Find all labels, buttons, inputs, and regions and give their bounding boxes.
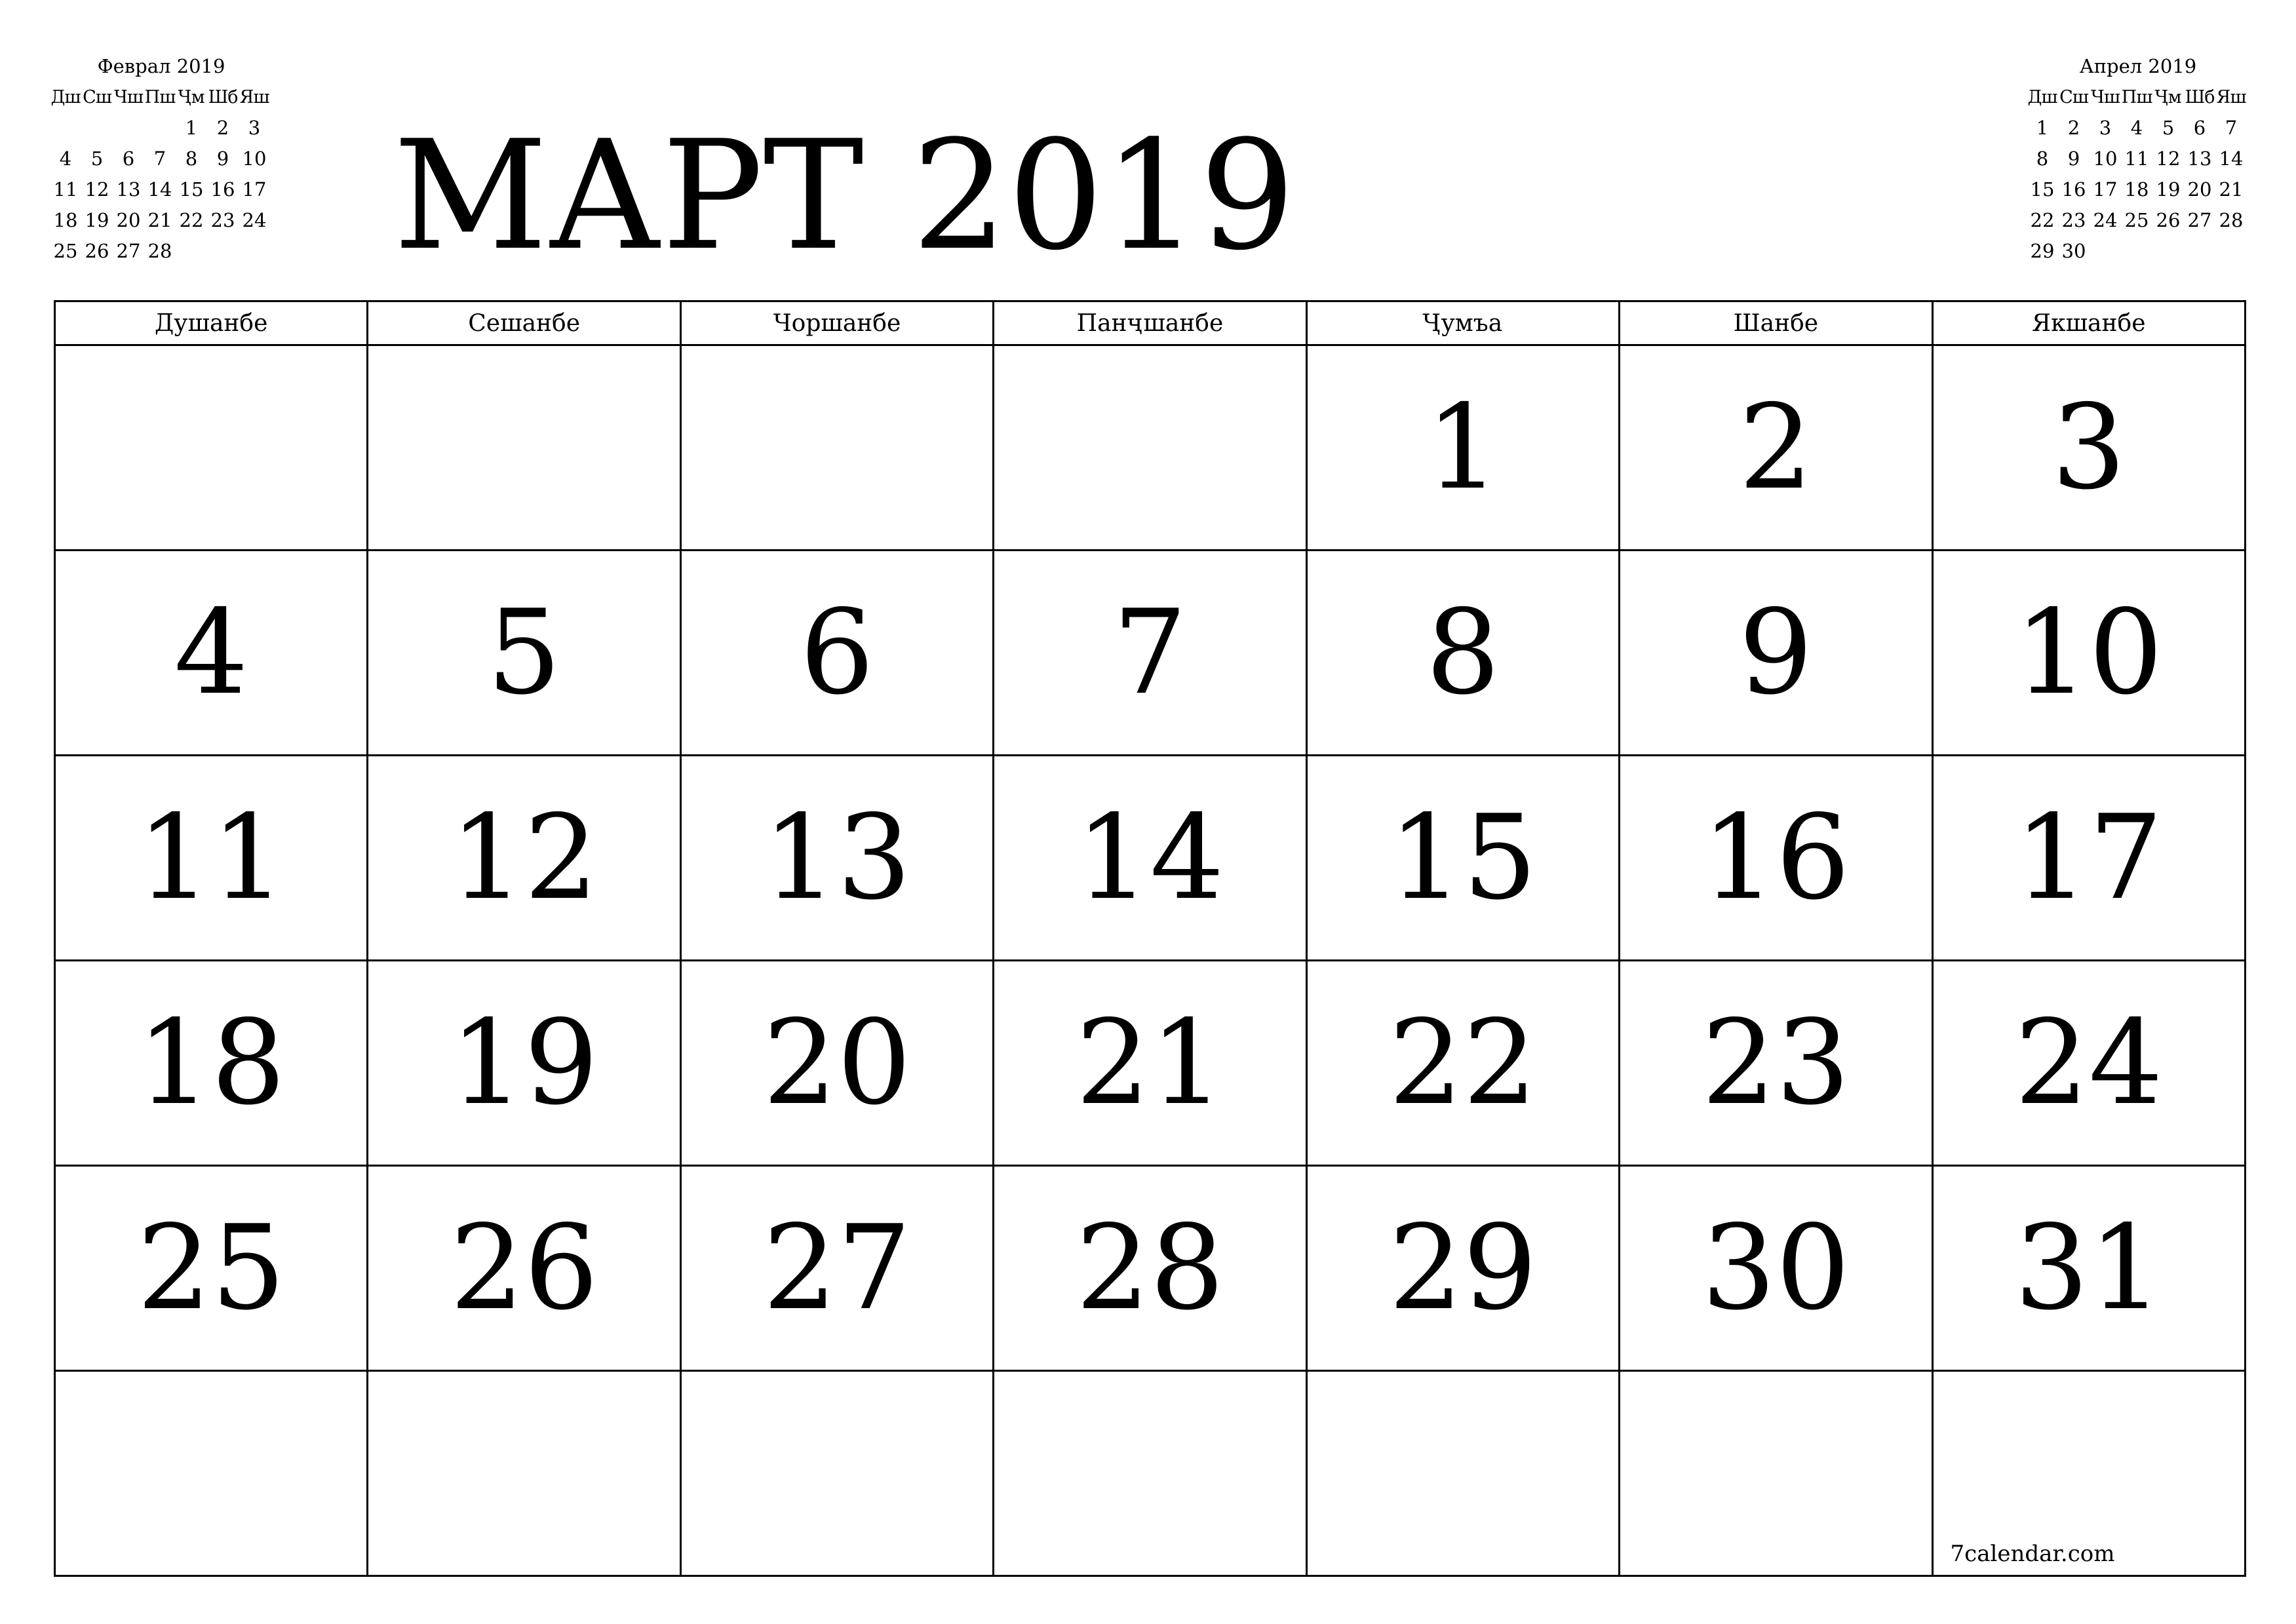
day-cell xyxy=(368,551,680,756)
mini-day: 18 xyxy=(2124,178,2149,201)
mini-day: 14 xyxy=(2219,147,2244,170)
mini-weekday: Дш xyxy=(50,87,81,107)
mini-day: 2 xyxy=(2067,117,2080,139)
day-number: 9 xyxy=(1738,585,1813,720)
mini-day: 1 xyxy=(185,117,198,139)
mini-day: 16 xyxy=(210,178,235,201)
mini-day xyxy=(239,236,270,267)
day-cell xyxy=(1306,551,1619,756)
day-cell xyxy=(368,1166,680,1371)
mini-day: 20 xyxy=(2187,178,2212,201)
mini-day: 22 xyxy=(179,209,204,231)
weekday-header-row xyxy=(55,301,2246,345)
day-cell xyxy=(1620,345,1932,551)
day-number: 22 xyxy=(1388,995,1538,1131)
day-cell xyxy=(1932,551,2245,756)
mini-day: 28 xyxy=(147,240,172,262)
day-number: 2 xyxy=(1738,379,1813,515)
mini-day xyxy=(144,113,176,144)
mini-day: 3 xyxy=(2099,117,2112,139)
mini-day: 13 xyxy=(116,178,141,201)
day-number: 26 xyxy=(450,1200,598,1336)
next-month-calendar xyxy=(2027,51,2249,267)
week-row xyxy=(55,961,2246,1166)
mini-weekday: Чш xyxy=(2091,87,2120,107)
mini-day: 27 xyxy=(2187,209,2212,231)
mini-weekday: Чш xyxy=(114,87,143,107)
mini-day: 19 xyxy=(2156,178,2181,201)
week-row xyxy=(55,551,2246,756)
prev-month-title: Феврал 2019 xyxy=(97,55,225,77)
day-cell xyxy=(680,1371,993,1576)
weekday-header: Сешанбе xyxy=(368,301,680,345)
mini-day: 25 xyxy=(2124,209,2149,231)
mini-day: 11 xyxy=(2124,147,2149,170)
day-cell xyxy=(680,1166,993,1371)
mini-day: 23 xyxy=(2061,209,2086,231)
day-cell xyxy=(994,756,1306,961)
mini-day: 4 xyxy=(59,147,72,170)
weekday-header: Панҷшанбе xyxy=(994,301,1306,345)
day-number: 25 xyxy=(136,1200,286,1336)
mini-day xyxy=(2215,236,2247,267)
day-cell xyxy=(1306,1166,1619,1371)
mini-day: 24 xyxy=(2093,209,2118,231)
mini-weekday: Шб xyxy=(2185,87,2215,107)
day-cell xyxy=(994,961,1306,1166)
mini-day xyxy=(2184,236,2215,267)
mini-day: 9 xyxy=(2067,147,2080,170)
day-cell xyxy=(1306,345,1619,551)
mini-day xyxy=(81,113,113,144)
day-cell xyxy=(1932,1166,2245,1371)
mini-day: 7 xyxy=(2225,117,2238,139)
day-number: 27 xyxy=(762,1200,912,1336)
day-cell xyxy=(55,961,368,1166)
week-row xyxy=(55,1371,2246,1576)
mini-day: 27 xyxy=(116,240,141,262)
week-row xyxy=(55,1166,2246,1371)
day-cell xyxy=(1932,345,2245,551)
day-number: 1 xyxy=(1426,379,1500,515)
mini-day: 13 xyxy=(2187,147,2212,170)
mini-day: 1 xyxy=(2036,117,2049,139)
mini-day: 8 xyxy=(2036,147,2049,170)
mini-weekday: Шб xyxy=(208,87,238,107)
day-number: 28 xyxy=(1076,1200,1224,1336)
mini-day xyxy=(50,113,81,144)
day-number: 24 xyxy=(2014,995,2164,1131)
mini-day: 28 xyxy=(2219,209,2244,231)
week-row xyxy=(55,345,2246,551)
day-number: 13 xyxy=(762,790,912,925)
mini-weekday: Пш xyxy=(2121,87,2152,107)
mini-day: 8 xyxy=(185,147,198,170)
mini-day: 12 xyxy=(85,178,109,201)
day-cell xyxy=(1620,756,1932,961)
mini-day: 26 xyxy=(2156,209,2181,231)
day-cell xyxy=(1932,756,2245,961)
mini-day: 10 xyxy=(242,147,267,170)
day-cell xyxy=(1620,1371,1932,1576)
mini-day: 21 xyxy=(147,209,172,231)
day-number: 23 xyxy=(1702,995,1850,1131)
day-cell xyxy=(1306,756,1619,961)
mini-day: 15 xyxy=(2030,178,2055,201)
day-number: 21 xyxy=(1076,995,1224,1131)
mini-day: 10 xyxy=(2093,147,2118,170)
mini-day: 5 xyxy=(2162,117,2175,139)
day-number: 11 xyxy=(136,790,286,925)
footer-website: 7calendar.com xyxy=(1950,1541,2115,1567)
day-cell xyxy=(368,345,680,551)
mini-day xyxy=(2121,236,2152,267)
day-cell xyxy=(55,1371,368,1576)
mini-weekday: Сш xyxy=(2059,87,2088,107)
mini-day: 17 xyxy=(2093,178,2118,201)
day-cell xyxy=(55,345,368,551)
mini-day: 21 xyxy=(2219,178,2244,201)
day-number: 17 xyxy=(2014,790,2164,925)
mini-day: 14 xyxy=(147,178,172,201)
mini-weekday: Ҷм xyxy=(2155,87,2181,107)
week-row xyxy=(55,756,2246,961)
day-number: 4 xyxy=(174,585,248,720)
day-number: 6 xyxy=(800,585,874,720)
mini-day: 3 xyxy=(248,117,261,139)
calendar-body xyxy=(55,345,2246,1576)
weekday-header: Душанбе xyxy=(55,301,368,345)
day-number: 19 xyxy=(450,995,598,1131)
prev-month-calendar xyxy=(50,51,273,267)
day-cell xyxy=(994,1166,1306,1371)
mini-day: 12 xyxy=(2156,147,2181,170)
mini-day: 2 xyxy=(216,117,229,139)
day-number: 29 xyxy=(1388,1200,1538,1336)
mini-weekday: Пш xyxy=(144,87,176,107)
weekday-header: Шанбе xyxy=(1620,301,1932,345)
day-number: 8 xyxy=(1426,585,1500,720)
day-cell xyxy=(994,551,1306,756)
mini-weekday: Яш xyxy=(239,87,269,107)
day-cell xyxy=(1306,1371,1619,1576)
day-cell xyxy=(368,961,680,1166)
day-number: 16 xyxy=(1702,790,1850,925)
day-number: 14 xyxy=(1076,790,1224,925)
day-number: 12 xyxy=(450,790,598,925)
mini-day: 15 xyxy=(179,178,204,201)
mini-day: 23 xyxy=(210,209,235,231)
prev-month-grid xyxy=(50,82,273,267)
day-number: 3 xyxy=(2052,379,2126,515)
mini-day: 19 xyxy=(85,209,109,231)
day-cell xyxy=(55,1166,368,1371)
mini-weekday: Сш xyxy=(83,87,111,107)
mini-day xyxy=(207,236,239,267)
day-cell xyxy=(1620,551,1932,756)
day-number: 18 xyxy=(136,995,286,1131)
mini-day: 25 xyxy=(53,240,78,262)
mini-day xyxy=(2090,236,2121,267)
next-month-grid xyxy=(2027,82,2249,267)
day-number: 5 xyxy=(487,585,562,720)
day-number: 31 xyxy=(2014,1200,2164,1336)
day-cell xyxy=(1932,1371,2245,1576)
mini-weekday: Ҷм xyxy=(178,87,204,107)
mini-day: 11 xyxy=(53,178,78,201)
day-cell xyxy=(368,1371,680,1576)
day-number: 15 xyxy=(1388,790,1538,925)
day-cell xyxy=(1620,961,1932,1166)
day-cell xyxy=(1620,1166,1932,1371)
weekday-header: Чоршанбе xyxy=(680,301,993,345)
day-cell xyxy=(55,756,368,961)
mini-day: 20 xyxy=(116,209,141,231)
day-number: 7 xyxy=(1112,585,1188,720)
mini-weekday: Яш xyxy=(2216,87,2246,107)
page-title: МАРТ 2019 xyxy=(393,109,1296,284)
mini-weekday: Дш xyxy=(2027,87,2057,107)
mini-day: 18 xyxy=(53,209,78,231)
day-cell xyxy=(680,551,993,756)
day-cell xyxy=(680,756,993,961)
weekday-header: Ҷумъа xyxy=(1306,301,1619,345)
mini-day: 9 xyxy=(216,147,229,170)
day-cell xyxy=(994,1371,1306,1576)
mini-day: 30 xyxy=(2061,240,2086,262)
month-grid xyxy=(54,300,2246,1577)
day-cell xyxy=(368,756,680,961)
day-cell xyxy=(1306,961,1619,1166)
mini-day: 24 xyxy=(242,209,267,231)
mini-day: 7 xyxy=(153,147,166,170)
day-cell xyxy=(994,345,1306,551)
day-number: 10 xyxy=(2014,585,2164,720)
mini-day: 16 xyxy=(2061,178,2086,201)
mini-day xyxy=(176,236,207,267)
mini-day: 29 xyxy=(2030,240,2055,262)
day-cell xyxy=(55,551,368,756)
mini-day xyxy=(2152,236,2184,267)
weekday-header: Якшанбе xyxy=(1932,301,2245,345)
day-number: 30 xyxy=(1702,1200,1850,1336)
mini-day: 6 xyxy=(122,147,135,170)
day-cell xyxy=(680,961,993,1166)
mini-day: 26 xyxy=(85,240,109,262)
day-cell xyxy=(1932,961,2245,1166)
mini-day: 5 xyxy=(90,147,104,170)
mini-day: 6 xyxy=(2193,117,2206,139)
day-cell xyxy=(680,345,993,551)
mini-day: 22 xyxy=(2030,209,2055,231)
next-month-title: Апрел 2019 xyxy=(2079,55,2197,77)
day-number: 20 xyxy=(762,995,912,1131)
mini-day: 17 xyxy=(242,178,267,201)
mini-day xyxy=(113,113,144,144)
mini-day: 4 xyxy=(2130,117,2143,139)
